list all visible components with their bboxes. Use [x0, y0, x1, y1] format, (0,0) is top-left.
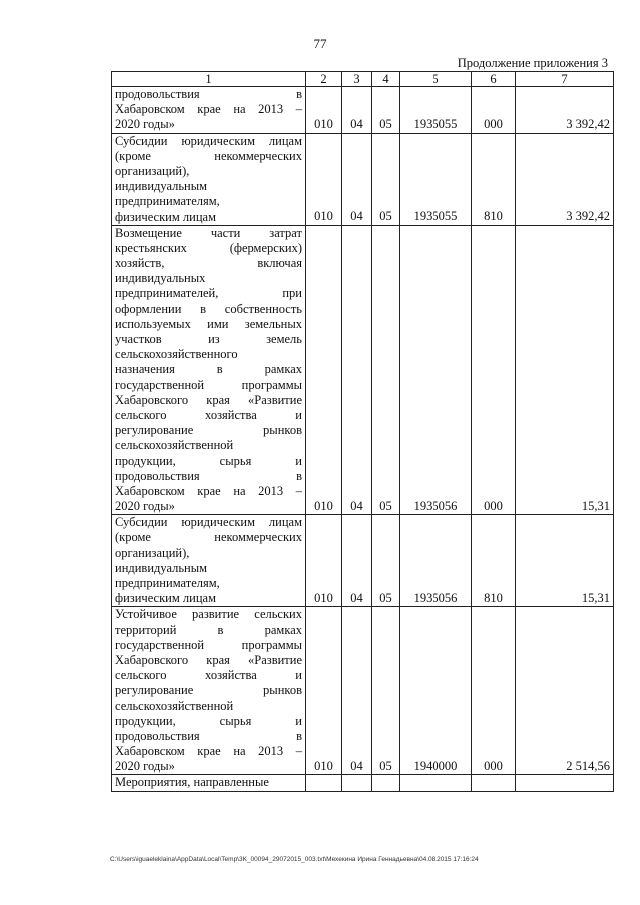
cell-col-4: 05 [372, 87, 400, 134]
description-line: сельского хозяйства и [115, 407, 302, 422]
description-line: сельскохозяйственного [115, 347, 238, 362]
cell-col-6: 000 [472, 87, 516, 134]
column-header-6: 6 [472, 72, 516, 87]
description-line: Возмещение части затрат [115, 225, 302, 240]
description-line: регулирование рынков [115, 683, 302, 698]
cell-col-2: 010 [306, 225, 342, 515]
cell-col-3: 04 [342, 515, 372, 607]
header-row [112, 72, 614, 87]
description-line: предпринимателей, при [115, 286, 302, 301]
cell-col-4 [372, 775, 400, 791]
description-line: Мероприятия, направленные [115, 775, 269, 790]
cell-col-2 [306, 775, 342, 791]
cell-col-6: 000 [472, 607, 516, 775]
row-description [112, 607, 306, 775]
cell-col-6: 000 [472, 225, 516, 515]
cell-col-6 [472, 775, 516, 791]
description-line: физическим лицам [115, 209, 216, 224]
cell-col-4: 05 [372, 225, 400, 515]
description-line: 2020 годы» [115, 499, 175, 514]
cell-col-7: 3 392,42 [516, 133, 614, 225]
description-line: крестьянских (фермерских) [115, 240, 302, 255]
description-line: Хабаровского края «Развитие [115, 392, 302, 407]
cell-col-4: 05 [372, 133, 400, 225]
cell-col-2: 010 [306, 607, 342, 775]
description-line: Субсидии юридическим лицам [115, 133, 302, 148]
cell-col-7: 2 514,56 [516, 607, 614, 775]
description-line: 2020 годы» [115, 759, 175, 774]
cell-col-5: 1935055 [400, 133, 472, 225]
cell-col-2: 010 [306, 133, 342, 225]
description-line: государственной программы [115, 637, 302, 652]
description-line: оформлении в собственность [115, 301, 302, 316]
description-line: индивидуальным [115, 560, 208, 575]
row-description [112, 225, 306, 515]
description-line: Хабаровском крае на 2013 – [115, 102, 302, 117]
cell-col-7 [516, 775, 614, 791]
column-header-7: 7 [516, 72, 614, 87]
description-line: индивидуальным [115, 179, 208, 194]
description-line: Устойчивое развитие сельских [115, 607, 302, 622]
row-description [112, 515, 306, 607]
description-line: хозяйств, включая [115, 256, 302, 271]
description-line: продовольствия в [115, 728, 302, 743]
description-line: 2020 годы» [115, 117, 175, 132]
page-number: 77 [313, 36, 327, 51]
cell-col-3: 04 [342, 225, 372, 515]
column-header-1: 1 [112, 72, 306, 87]
budget-table [111, 71, 614, 792]
cell-col-3: 04 [342, 133, 372, 225]
cell-col-5: 1940000 [400, 607, 472, 775]
description-line: участков из земель [115, 332, 302, 346]
row-description [112, 775, 306, 791]
column-header-5: 5 [400, 72, 472, 87]
column-header-2: 2 [306, 72, 342, 87]
continuation-label: Продолжение приложения 3 [457, 56, 608, 70]
cell-col-4: 05 [372, 607, 400, 775]
description-line: организаций), [115, 545, 190, 560]
description-line: индивидуальных [115, 271, 206, 286]
description-line: территорий в рамках [115, 622, 302, 637]
description-line: физическим лицам [115, 591, 216, 606]
description-line: (кроме некоммерческих [115, 148, 302, 163]
description-line: продукции, сырья и [115, 713, 302, 728]
cell-col-2: 010 [306, 515, 342, 607]
description-line: сельскохозяйственной [115, 698, 234, 713]
description-line: организаций), [115, 163, 190, 178]
column-header-3: 3 [342, 72, 372, 87]
cell-col-6: 810 [472, 515, 516, 607]
column-header-4: 4 [372, 72, 400, 87]
table-row [112, 225, 614, 515]
cell-col-5: 1935056 [400, 515, 472, 607]
cell-col-7: 15,31 [516, 515, 614, 607]
cell-col-7: 15,31 [516, 225, 614, 515]
table-body [112, 87, 614, 792]
cell-col-3: 04 [342, 87, 372, 134]
description-line: регулирование рынков [115, 423, 302, 438]
table-row [112, 515, 614, 607]
table-row [112, 607, 614, 775]
table-row [112, 133, 614, 225]
description-line: Субсидии юридическим лицам [115, 515, 302, 530]
description-line: Хабаровском крае на 2013 – [115, 483, 302, 498]
description-line: предпринимателям, [115, 194, 220, 209]
description-line: предпринимателям, [115, 576, 220, 590]
table-row [112, 775, 614, 791]
description-line: государственной программы [115, 377, 302, 392]
cell-col-5: 1935055 [400, 87, 472, 134]
description-line: сельского хозяйства и [115, 668, 302, 683]
row-description [112, 133, 306, 225]
description-line: (кроме некоммерческих [115, 530, 302, 545]
cell-col-7: 3 392,42 [516, 87, 614, 134]
cell-col-5 [400, 775, 472, 791]
row-description [112, 87, 306, 134]
file-path-footer: C:\Users\iguaeleklaina\AppData\Local\Temp\3K_00094_29072015_003.txt\Мехекина Ирина Геннадьевна\04.08.2015 17:16:24 [110, 856, 479, 863]
description-line: продукции, сырья и [115, 453, 302, 468]
description-line: сельскохозяйственной [115, 438, 234, 453]
cell-col-3: 04 [342, 607, 372, 775]
description-line: используемых ими земельных [115, 316, 302, 331]
description-line: продовольствия в [115, 87, 302, 101]
description-line: Хабаровского края «Развитие [115, 652, 302, 667]
cell-col-6: 810 [472, 133, 516, 225]
cell-col-4: 05 [372, 515, 400, 607]
cell-col-5: 1935056 [400, 225, 472, 515]
description-line: Хабаровском крае на 2013 – [115, 744, 302, 759]
cell-col-3 [342, 775, 372, 791]
cell-col-2: 010 [306, 87, 342, 134]
table-row [112, 87, 614, 134]
description-line: назначения в рамках [115, 362, 302, 377]
description-line: продовольствия в [115, 468, 302, 483]
